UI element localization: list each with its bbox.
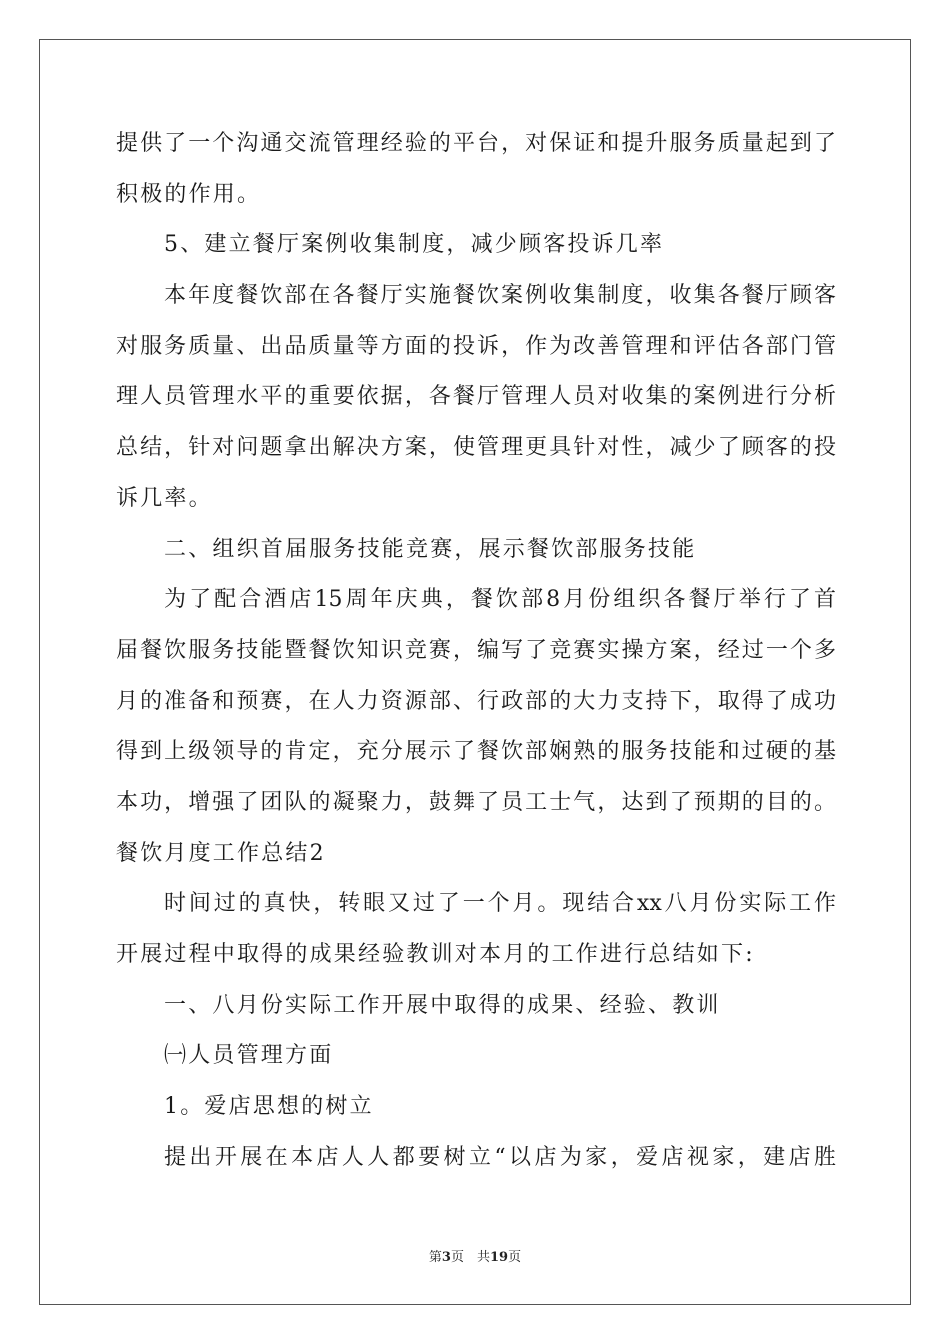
text-line: 对服务质量、出品质量等方面的投诉，作为改善管理和评估各部门管 — [116, 333, 836, 359]
text-line: 月的准备和预赛，在人力资源部、行政部的大力支持下，取得了成功 — [116, 688, 836, 714]
text-line: 5、建立餐厅案例收集制度，减少顾客投诉几率 — [164, 232, 665, 258]
text-line: 本功，增强了团队的凝聚力，鼓舞了员工士气，达到了预期的目的。 — [116, 789, 836, 815]
document-body — [116, 124, 836, 1188]
text-line: 得到上级领导的肯定，充分展示了餐饮部娴熟的服务技能和过硬的基 — [116, 739, 836, 765]
text-line: 理人员管理水平的重要依据，各餐厅管理人员对收集的案例进行分析 — [116, 384, 836, 410]
text-line: 一、八月份实际工作开展中取得的成果、经验、教训 — [164, 992, 721, 1018]
text-line: 提出开展在本店人人都要树立“以店为家，爱店视家，建店胜 — [164, 1144, 836, 1170]
footer-mid: 页 共 — [450, 1250, 490, 1265]
text-line: ㈠人员管理方面 — [164, 1043, 334, 1069]
text-line: 1。爱店思想的树立 — [164, 1094, 374, 1120]
current-page-number: 3 — [441, 1250, 451, 1265]
text-line: 餐饮月度工作总结2 — [116, 840, 326, 866]
total-pages-number: 19 — [489, 1250, 509, 1265]
footer-prefix: 第 — [428, 1250, 442, 1265]
text-line: 诉几率。 — [116, 485, 213, 511]
text-line: 时间过的真快，转眼又过了一个月。现结合xx八月份实际工作 — [164, 891, 836, 917]
footer-suffix: 页 — [508, 1250, 522, 1265]
text-line: 为了配合酒店15周年庆典，餐饮部8月份组织各餐厅举行了首 — [164, 587, 836, 613]
text-line: 总结，针对问题拿出解决方案，使管理更具针对性，减少了顾客的投 — [116, 435, 836, 461]
text-line: 开展过程中取得的成果经验教训对本月的工作进行总结如下: — [116, 942, 755, 967]
text-line: 本年度餐饮部在各餐厅实施餐饮案例收集制度，收集各餐厅顾客 — [164, 283, 836, 309]
text-line: 届餐饮服务技能暨餐饮知识竞赛，编写了竞赛实操方案，经过一个多 — [116, 637, 836, 663]
text-line: 二、组织首届服务技能竞赛，展示餐饮部服务技能 — [164, 536, 697, 562]
text-line: 积极的作用。 — [116, 181, 262, 207]
text-line: 提供了一个沟通交流管理经验的平台，对保证和提升服务质量起到了 — [116, 131, 836, 156]
page-footer — [0, 1246, 950, 1265]
